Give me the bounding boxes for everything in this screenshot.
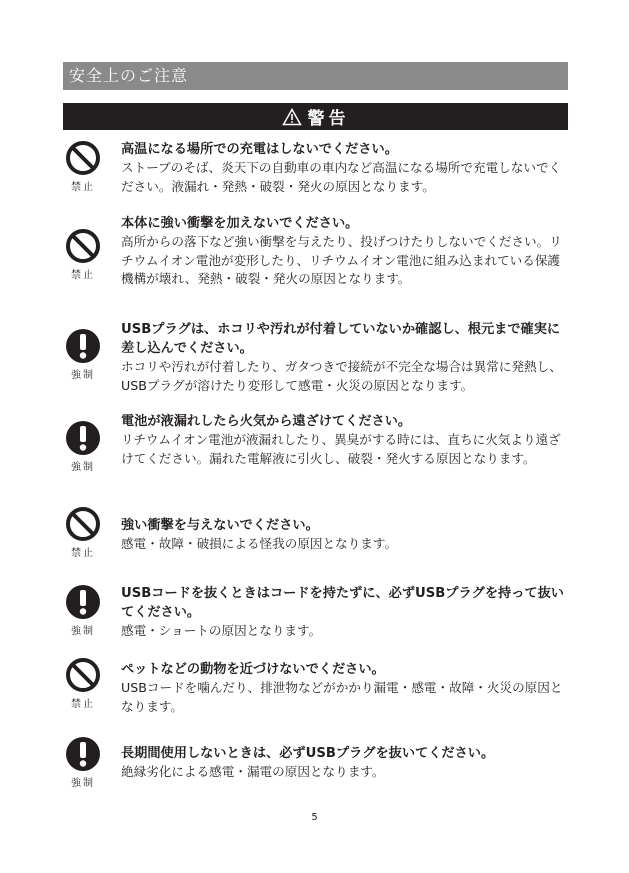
icon-column [63, 584, 103, 637]
prohibited-icon [65, 657, 101, 693]
item-body: USBコードを噛んだり、排泄物などがかかり漏電・感電・故障・火災の原因となります。 [121, 680, 563, 714]
icon-label: 禁止 [71, 548, 95, 559]
item-heading: 長期間使用しないときは、必ずUSBプラグを抜いてください。 [121, 746, 495, 761]
icon-column [63, 228, 103, 281]
icon-column [63, 420, 103, 473]
icon-label: 強制 [71, 370, 95, 381]
icon-column [63, 140, 103, 193]
icon-column [63, 328, 103, 381]
mandatory-icon [65, 420, 101, 456]
warning-banner [63, 103, 568, 130]
icon-label: 禁止 [71, 699, 95, 710]
item-body: 感電・故障・破損による怪我の原因となります。 [121, 536, 398, 551]
icon-column [63, 736, 103, 789]
mandatory-icon [65, 328, 101, 364]
icon-label: 禁止 [71, 270, 95, 281]
item-body: リチウムイオン電池が液漏れしたり、異臭がする時には、直ちに火気より遠ざけてください。漏れた電解液に引火し、破裂・発火する原因となります。 [121, 432, 561, 466]
section-title: 安全上のご注意 [63, 62, 568, 90]
warning-triangle-icon [282, 108, 302, 126]
prohibited-icon [65, 506, 101, 542]
warning-label: 警告 [307, 109, 350, 129]
icon-label: 強制 [71, 626, 95, 637]
item-body: 高所からの落下など強い衝撃を与えたり、投げつけたりしないでください。リチウムイオン電池が変形したり、リチウムイオン電池に組み込まれている保護機構が壊れ、発熱・破裂・発火の原因となります。 [121, 234, 562, 286]
icon-label: 強制 [71, 462, 95, 473]
item-heading: USBコードを抜くときはコードを持たずに、必ずUSBプラグを持って抜いてください。 [121, 586, 564, 620]
icon-column [63, 657, 103, 710]
item-heading: 本体に強い衝撃を加えないでください。 [121, 216, 359, 231]
item-body: ホコリや汚れが付着したり、ガタつきで接続が不完全な場合は異常に発熱し、USBプラグが溶けたり変形して感電・火災の原因となります。 [121, 359, 562, 393]
icon-column [63, 506, 103, 559]
item-heading: USBプラグは、ホコリや汚れが付着していないか確認し、根元まで確実に差し込んでください。 [121, 322, 561, 356]
item-body: ストーブのそば、炎天下の自動車の車内など高温になる場所で充電しないでください。液漏れ・発熱・破裂・発火の原因となります。 [121, 160, 562, 194]
icon-label: 禁止 [71, 182, 95, 193]
item-heading: 高温になる場所での充電はしないでください。 [121, 142, 398, 157]
item-body: 絶縁劣化による感電・漏電の原因となります。 [121, 764, 385, 779]
page-number: 5 [311, 812, 318, 823]
item-heading: 強い衝撃を与えないでください。 [121, 518, 319, 533]
mandatory-icon [65, 736, 101, 772]
item-heading: ペットなどの動物を近づけないでください。 [121, 662, 385, 677]
prohibited-icon [65, 140, 101, 176]
prohibited-icon [65, 228, 101, 264]
icon-label: 強制 [71, 778, 95, 789]
item-heading: 電池が液漏れしたら火気から遠ざけてください。 [121, 414, 412, 429]
mandatory-icon [65, 584, 101, 620]
item-body: 感電・ショートの原因となります。 [121, 623, 322, 638]
